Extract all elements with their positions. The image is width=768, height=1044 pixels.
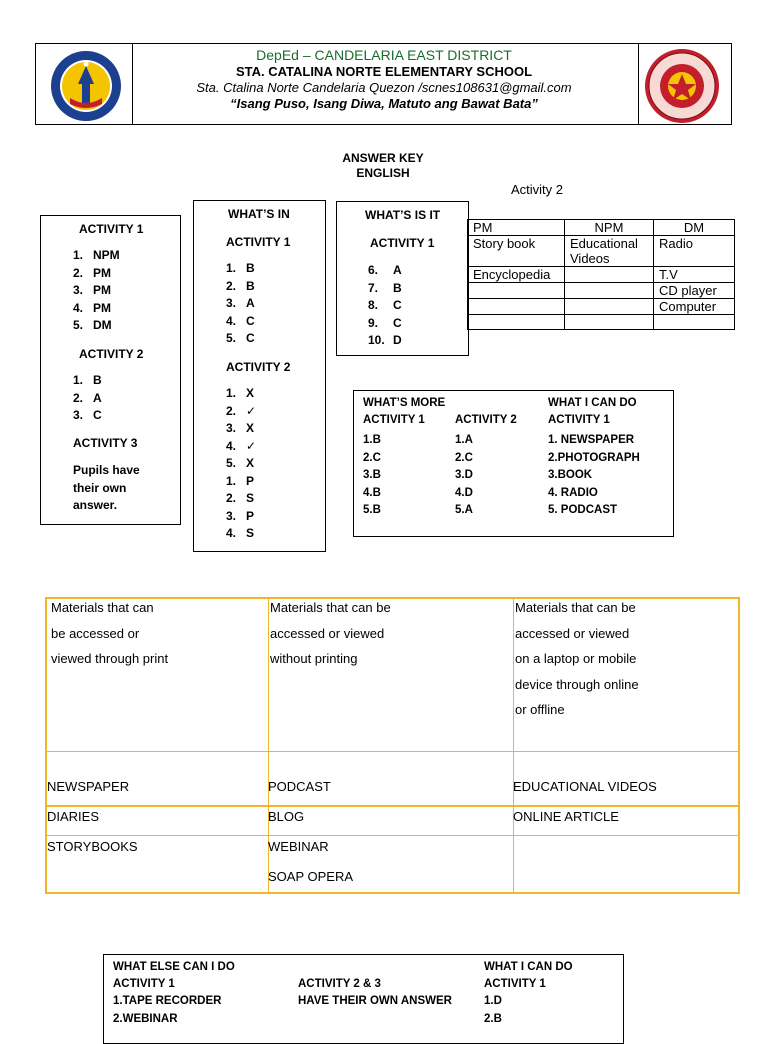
whats-in-activity1-heading: ACTIVITY 1: [226, 235, 291, 249]
district-line: DepEd – CANDELARIA EAST DISTRICT: [256, 47, 512, 63]
list-item: HAVE THEIR OWN ANSWER: [298, 995, 452, 1007]
table-cell: Story book: [468, 236, 565, 267]
table-cell: PODCAST: [268, 779, 331, 794]
list-item: 3.B: [363, 469, 381, 481]
note-line: Pupils have: [73, 463, 140, 477]
list-item: 1. B: [73, 373, 102, 387]
list-item: 4.D: [455, 486, 473, 499]
list-item: 1. NEWSPAPER: [548, 434, 635, 446]
table-row: [468, 267, 735, 283]
what-i-can-do-activity1-heading: ACTIVITY 1: [548, 414, 610, 426]
list-item: 2. B: [226, 278, 255, 293]
list-item: 4. C: [226, 313, 255, 328]
whats-is-it-title: WHAT’S IS IT: [365, 208, 441, 222]
what-else-box: [103, 954, 624, 1044]
list-item: 1.B: [363, 434, 381, 446]
list-item: 3. PM: [73, 283, 112, 297]
table-row: [468, 315, 735, 330]
list-item: 1.TAPE RECORDER: [113, 995, 222, 1007]
list-item: 5. C: [226, 331, 255, 345]
whats-more-box: [353, 390, 674, 537]
list-item: 1. NPM: [73, 248, 120, 262]
whats-in-title: WHAT’S IN: [228, 207, 290, 221]
list-item: 5.B: [363, 504, 381, 516]
table-cell: [565, 283, 654, 299]
table-cell: SOAP OPERA: [268, 869, 354, 884]
list-item: 5. DM: [73, 318, 112, 332]
what-i-can-do-title: WHAT I CAN DO: [484, 961, 573, 973]
list-item: 7. B: [368, 280, 402, 295]
list-item: 4. S: [226, 526, 255, 540]
table-cell: Computer: [654, 299, 735, 315]
table-cell: STORYBOOKS: [47, 839, 138, 854]
header-divider-right: [638, 44, 639, 124]
table-header-cell: PM: [468, 220, 565, 236]
list-item: 2. PM: [73, 265, 112, 280]
whats-more-activity2-heading: ACTIVITY 2: [455, 414, 517, 426]
what-i-can-do-activity1-heading: ACTIVITY 1: [484, 978, 546, 990]
table-cell: Encyclopedia: [468, 267, 565, 283]
table-cell: [468, 299, 565, 315]
school-seal-icon: [644, 48, 720, 124]
table-cell: [468, 283, 565, 299]
table-cell: [565, 315, 654, 330]
list-item: 10. D: [368, 333, 402, 347]
note-line: answer.: [73, 498, 118, 512]
list-item: 3. P: [226, 508, 255, 523]
list-item: 1.A: [455, 434, 473, 446]
table-cell: Educational Videos: [565, 236, 654, 267]
list-item: 5.A: [455, 504, 473, 516]
school-motto: “Isang Puso, Isang Diwa, Matuto ang Bawat Bata”: [230, 96, 538, 111]
materials-header-print: Materials that can be accessed or viewed through print: [51, 600, 169, 666]
list-item: 4. ✓: [226, 438, 257, 453]
note-line: their own: [73, 480, 127, 495]
list-item: 2. ✓: [226, 403, 257, 418]
materials-header-nonprint: Materials that can be accessed or viewed without printing: [270, 600, 391, 666]
whats-is-it-box: [336, 201, 469, 356]
table-cell: [565, 299, 654, 315]
table-cell: Radio: [654, 236, 735, 267]
list-item: 2.C: [363, 451, 381, 464]
title-subject: ENGLISH: [356, 166, 410, 180]
whats-more-activity1-heading: ACTIVITY 1: [363, 414, 425, 426]
list-item: 5. X: [226, 456, 255, 470]
table-header-cell: DM: [654, 220, 735, 236]
list-item: 2.PHOTOGRAPH: [548, 451, 640, 464]
check-icon: ✓: [246, 438, 257, 453]
list-item: 1.D: [484, 995, 502, 1007]
list-item: 5. PODCAST: [548, 504, 618, 516]
table-row: [468, 299, 735, 315]
box1-activity3-heading: ACTIVITY 3: [73, 436, 138, 450]
what-else-activity23-heading: ACTIVITY 2 & 3: [298, 978, 381, 990]
list-item: 2. S: [226, 491, 255, 505]
whats-is-it-activity1-heading: ACTIVITY 1: [370, 236, 435, 250]
list-item: 9. C: [368, 315, 402, 330]
list-item: 3. A: [226, 296, 255, 310]
whats-more-title: WHAT’S MORE: [363, 397, 446, 409]
school-address: Sta. Ctalina Norte Candelaria Quezon /scnes108631@gmail.com: [196, 80, 572, 95]
what-else-title: WHAT ELSE CAN I DO: [113, 961, 235, 973]
table-cell: T.V: [654, 267, 735, 283]
table-header-cell: NPM: [565, 220, 654, 236]
activity2-label: Activity 2: [511, 182, 564, 197]
whats-in-box: [193, 200, 326, 552]
table-row: [468, 283, 735, 299]
table-cell: [565, 267, 654, 283]
list-item: 3. C: [73, 408, 102, 422]
list-item: 4. RADIO: [548, 486, 598, 499]
list-item: 4. PM: [73, 300, 112, 315]
materials-table: [45, 597, 740, 894]
column-divider: [513, 599, 514, 892]
list-item: 2.WEBINAR: [113, 1013, 178, 1025]
list-item: 1. X: [226, 386, 255, 400]
what-else-activity1-heading: ACTIVITY 1: [113, 978, 175, 990]
table-cell: WEBINAR: [268, 839, 329, 854]
list-item: 2. A: [73, 390, 102, 405]
check-icon: ✓: [246, 403, 257, 418]
row-divider: [47, 805, 738, 807]
table-header-row: [468, 220, 735, 236]
table-cell: DIARIES: [47, 809, 100, 824]
list-item: 3.D: [455, 469, 473, 481]
table-cell: NEWSPAPER: [47, 779, 130, 794]
table-cell: BLOG: [268, 809, 305, 824]
box1-activity2-heading: ACTIVITY 2: [79, 347, 144, 361]
deped-seal-icon: [50, 50, 122, 122]
list-item: 2.C: [455, 451, 473, 464]
what-i-can-do-title: WHAT I CAN DO: [548, 397, 637, 409]
table-cell: CD player: [654, 283, 735, 299]
title-answer-key: ANSWER KEY: [342, 151, 424, 165]
list-item: 1. B: [226, 261, 255, 275]
school-name: STA. CATALINA NORTE ELEMENTARY SCHOOL: [235, 64, 533, 79]
activity2-table: [467, 219, 735, 330]
row-divider: [47, 751, 738, 752]
list-item: 4.B: [363, 486, 381, 499]
list-item: 3. X: [226, 421, 255, 435]
table-row: [468, 236, 735, 267]
list-item: 6. A: [368, 263, 402, 277]
list-item: 8. C: [368, 298, 402, 312]
whats-in-activity2-heading: ACTIVITY 2: [226, 360, 291, 374]
box1-activity1-heading: ACTIVITY 1: [79, 222, 144, 236]
table-cell: [654, 315, 735, 330]
list-item: 3.BOOK: [548, 469, 593, 481]
table-cell: ONLINE ARTICLE: [513, 809, 619, 824]
list-item: 1. P: [226, 473, 255, 488]
list-item: 2.B: [484, 1013, 502, 1025]
activity-box-1: [40, 215, 181, 525]
materials-header-digital: Materials that can be accessed or viewed on a laptop or mobile device through online or offline: [515, 600, 639, 717]
row-divider: [47, 835, 738, 836]
table-cell: EDUCATIONAL VIDEOS: [513, 779, 657, 794]
table-cell: [468, 315, 565, 330]
